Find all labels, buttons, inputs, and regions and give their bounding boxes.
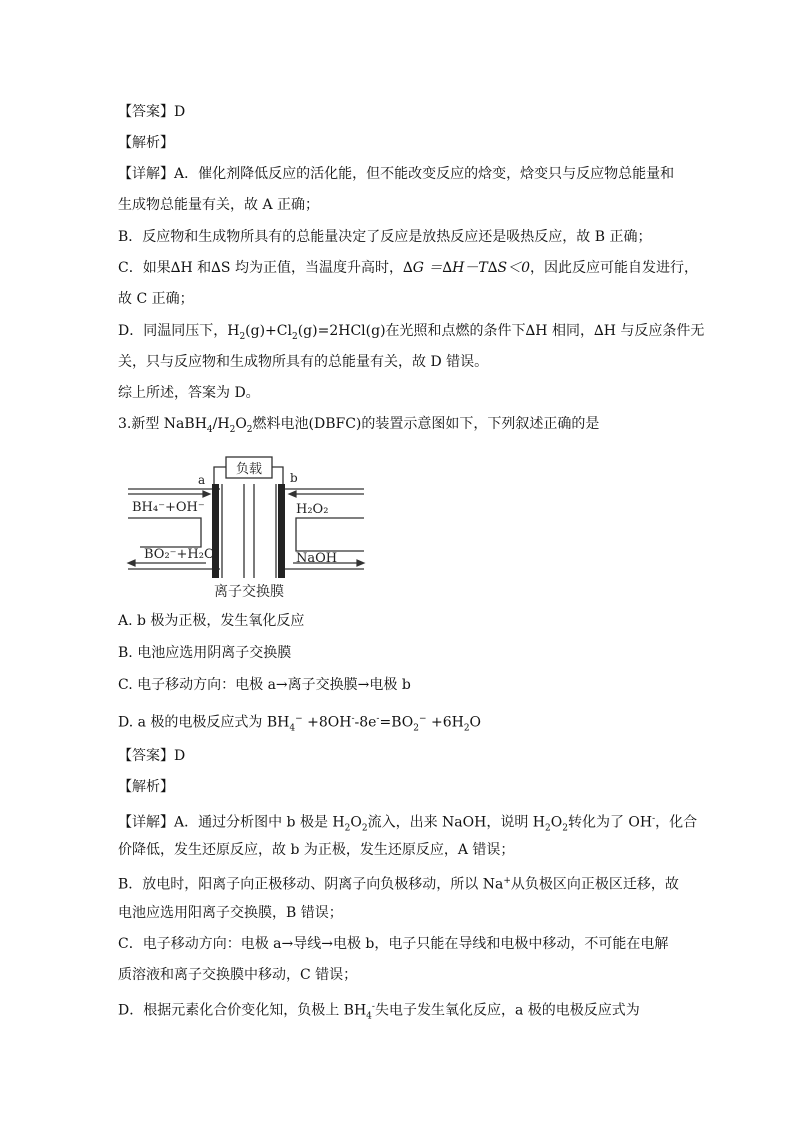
q3-opt-d-sub-2: 2 [413,723,419,734]
q3-da-text-1: 【详解】A．通过分析图中 b 极是 H [118,814,345,831]
membrane-label: 离子交换膜 [214,584,284,600]
q3-stem-sub-2: 2 [229,424,236,435]
q3-detail-b-line1 [118,871,679,895]
q3-db-text-1: B．放电时，阳离子向正极移动、阴离子向负极移动，所以 Na [118,876,504,893]
q3-db-sup-1: + [503,876,511,886]
q3-answer: 【答案】D [118,748,186,764]
q3-detail-a-line1 [118,809,697,838]
q3-stem-sub-3: 2 [246,424,253,435]
q3-opt-d-sub-1: 4 [289,723,296,734]
q3-dd-text-2: 失电子发生氧化反应，a 极的电极反应式为 [374,1002,640,1019]
q3-da-text-2: O [350,814,362,831]
q3-opt-d-sup-4: − [418,714,427,724]
q3-opt-d-sup-1: − [295,714,303,724]
q3-da-sub-4: 2 [562,823,568,834]
q2-detail-a-line1: 【详解】A．催化剂降低反应的活化能，但不能改变反应的焓变，焓变只与反应物总能量和 [118,166,675,182]
q2-d-text-1: D．同温同压下，H [118,323,240,339]
q3-option-c: C. 电子移动方向：电极 a→离子交换膜→电极 b [118,677,411,693]
q3-da-text-6: ，化合 [655,814,698,831]
q2-d-sub-2: 2 [291,331,298,342]
q2-detail-a-line2: 生成物总能量有关，故 A 正确； [118,197,320,213]
q3-da-sup-1: - [652,814,656,824]
q2-detail-c-formula: ∆G ＝∆H－T∆S＜0 [402,260,530,276]
q3-detail-d-line1 [118,997,640,1026]
right-outflow-label: NaOH [296,551,338,566]
q2-analysis-heading: 【解析】 [118,135,174,151]
q3-stem-text-3: O [235,416,247,432]
q3-stem-text-1: 3.新型 NaBH [118,416,207,432]
q2-answer: 【答案】D [118,104,186,120]
q3-option-b: B. 电池应选用阴离子交换膜 [118,645,292,661]
q3-dd-text-1: D．根据元素化合价变化知，负极上 BH [118,1002,367,1019]
q2-detail-d-line1 [118,321,704,347]
q3-stem-sub-1: 4 [206,424,213,435]
q3-da-text-3: 流入，出来 NaOH，说明 H [367,814,545,831]
q3-stem-text-2: /H [212,416,230,432]
q2-d-text-2: (g)+Cl [245,323,292,339]
q2-detail-c-line2: 故 C 正确； [118,291,194,307]
wire-b [272,467,283,484]
q3-opt-d-text-5: +6H [426,714,464,731]
q3-analysis-heading: 【解析】 [118,779,174,795]
q3-dd-sup-1: - [371,1002,375,1012]
q3-opt-d-text-4: =BO [379,714,414,731]
q3-option-d [118,709,481,738]
q3-detail-c-line2: 质溶液和离子交换膜中移动，C 错误； [118,967,358,983]
q3-stem-text-4: 燃料电池(DBFC)的装置示意图如下，下列叙述正确的是 [252,416,600,432]
q3-da-sub-3: 2 [545,823,551,834]
load-label: 负载 [235,462,263,477]
q3-opt-d-sub-3: 2 [463,723,470,734]
left-outflow-label: BO₂⁻+H₂O [144,547,215,562]
right-outflow-head [357,560,364,566]
q3-detail-a-line2: 价降低，发生还原反应，故 b 为正极，发生还原反应，A 错误； [118,842,515,858]
q3-da-sub-1: 2 [344,823,351,834]
q3-detail-b-line2: 电池应选用阳离子交换膜，B 错误； [118,905,343,921]
q3-stem [118,414,599,440]
wire-a [214,467,226,484]
fuel-cell-diagram [126,456,372,602]
q3-option-a: A. b 极为正极，发生氧化反应 [118,613,305,629]
q3-opt-d-text-3: -8e [354,714,377,731]
right-inflow-label: H₂O₂ [296,502,329,517]
q2-detail-c-tail: ，因此反应可能自发进行， [529,260,698,276]
q2-d-sub-1: 2 [239,331,246,342]
q3-opt-d-text-1: D. a 极的电极反应式为 BH [118,714,290,731]
left-inflow-label: BH₄⁻+OH⁻ [132,500,205,515]
q3-opt-d-text-2: +8OH [302,714,352,731]
q3-opt-d-text-6: O [469,714,482,731]
q2-detail-c-line1 [118,258,698,278]
left-inflow-head [203,491,210,497]
q2-detail-c-text: C．如果∆H 和∆S 均为正值，当温度升高时， [118,260,403,276]
q2-summary: 综上所述，答案为 D。 [118,385,260,401]
q3-da-sub-2: 2 [361,823,368,834]
q2-d-text-3: (g)=2HCl(g)在光照和点燃的条件下∆H 相同，∆H 与反应条件无 [297,323,705,339]
q3-detail-c-line1: C．电子移动方向：电极 a→导线→电极 b，电子只能在导线和电极中移动，不可能在电解 [118,936,669,952]
q2-detail-d-line2: 关，只与反应物和生成物所具有的总能量有关，故 D 错误。 [118,354,489,370]
left-outflow-head [128,560,135,566]
electrode-a-label: a [198,473,206,487]
right-baffle [296,518,364,551]
q3-dd-sub-1: 4 [366,1011,372,1022]
q3-da-text-4: O [550,814,563,831]
q2-detail-b: B．反应物和生成物所具有的总能量决定了反应是放热反应还是吸热反应，故 B 正确； [118,229,652,245]
electrode-b-label: b [290,471,298,485]
right-inflow-head [289,491,296,497]
q3-da-text-5: 转化为了 OH [567,814,653,831]
electrode-b [278,484,285,578]
electrode-a [212,484,219,578]
q3-opt-d-sup-2: - [351,714,355,724]
q3-opt-d-sup-3: - [376,714,380,724]
q3-db-text-2: 从负极区向正极区迁移，故 [510,876,679,893]
left-baffle [128,518,201,547]
